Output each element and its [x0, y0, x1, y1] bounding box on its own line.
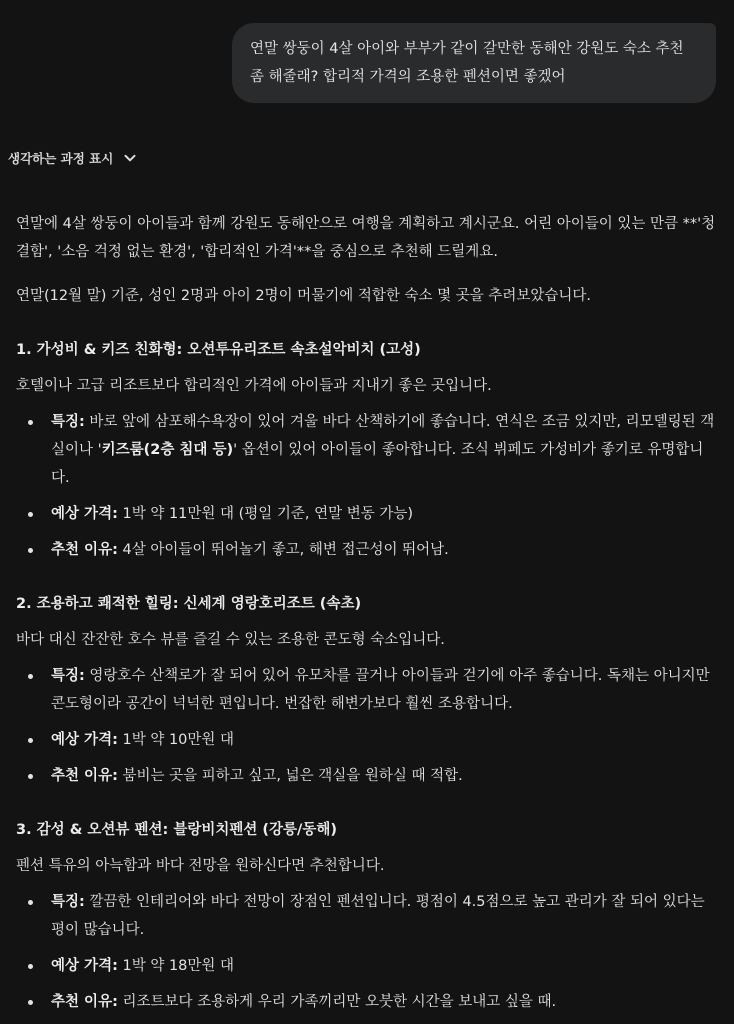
section-bullets — [16, 408, 716, 564]
price-text: 1박 약 10만원 대 — [117, 732, 235, 748]
section-heading: 1. 가성비 & 키즈 친화형: 오션투유리조트 속초설악비치 (고성) — [16, 342, 421, 358]
reason-bullet — [16, 762, 716, 790]
reason-bullet — [16, 988, 716, 1016]
section-heading: 2. 조용하고 쾌적한 힐링: 신세계 영랑호리조트 (속초) — [16, 596, 362, 612]
show-thinking-toggle[interactable] — [8, 146, 137, 170]
feature-text-bold: 키즈룸(2층 침대 등) — [101, 442, 234, 458]
feature-bullet — [16, 888, 716, 944]
reason-text: 4살 아이들이 뛰어놀기 좋고, 해변 접근성이 뛰어남. — [117, 542, 449, 558]
price-bullet — [16, 952, 716, 980]
reason-label: 추천 이유: — [51, 994, 118, 1010]
reason-label: 추천 이유: — [51, 542, 118, 558]
feature-label: 특징: — [51, 414, 85, 430]
price-label: 예상 가격: — [51, 506, 118, 522]
price-bullet — [16, 726, 716, 754]
section-heading: 3. 감성 & 오션뷰 펜션: 블랑비치펜션 (강릉/동해) — [16, 822, 337, 838]
section-bullets — [16, 662, 716, 790]
feature-label: 특징: — [51, 894, 85, 910]
show-thinking-label: 생각하는 과정 표시 — [8, 151, 114, 166]
feature-text: 영랑호수 산책로가 잘 되어 있어 유모차를 끌거나 아이들과 걷기에 아주 좋습니다. 독채는 아니지만 콘도형이라 공간이 넉넉한 편입니다. 번잡한 해변가보다 훨씬 조용합니다. — [51, 668, 710, 712]
response-intro: 연말에 4살 쌍둥이 아이들과 함께 강원도 동해안으로 여행을 계획하고 계시군요. 어린 아이들이 있는 만큼 **'청결함', '소음 걱정 없는 환경', '합리적인 가격'**을 중심으로 추천해 드릴게요. — [16, 216, 716, 260]
feature-bullet — [16, 408, 716, 492]
reason-text: 리조트보다 조용하게 우리 가족끼리만 오붓한 시간을 보내고 싶을 때. — [117, 994, 557, 1010]
user-message-bubble — [232, 23, 716, 103]
section-description: 펜션 특유의 아늑함과 바다 전망을 원하신다면 추천합니다. — [16, 858, 385, 874]
reason-text: 붐비는 곳을 피하고 싶고, 넓은 객실을 원하실 때 적합. — [117, 768, 463, 784]
response-intro-2: 연말(12월 말) 기준, 성인 2명과 아이 2명이 머물기에 적합한 숙소 몇 곳을 추려보았습니다. — [16, 288, 591, 304]
section-bullets — [16, 888, 716, 1016]
reason-label: 추천 이유: — [51, 768, 118, 784]
price-label: 예상 가격: — [51, 958, 118, 974]
price-text: 1박 약 18만원 대 — [117, 958, 235, 974]
section-description: 바다 대신 잔잔한 호수 뷰를 즐길 수 있는 조용한 콘도형 숙소입니다. — [16, 632, 445, 648]
feature-text-pre: 바로 앞에 삼포해수욕장이 있어 겨울 바다 산책하기에 좋습니다. 연식은 조금 있지만, 리모델링된 객실이나 ' — [51, 414, 715, 458]
section-description: 호텔이나 고급 리조트보다 합리적인 가격에 아이들과 지내기 좋은 곳입니다. — [16, 378, 492, 394]
assistant-response — [16, 210, 716, 1016]
feature-text: 깔끔한 인테리어와 바다 전망이 장점인 펜션입니다. 평점이 4.5점으로 높고 관리가 잘 되어 있다는 평이 많습니다. — [51, 894, 705, 938]
feature-text-post: ' 옵션이 있어 아이들이 좋아합니다. 조식 뷔페도 가성비가 좋기로 유명합니다. — [51, 442, 704, 486]
chevron-down-icon — [123, 151, 137, 165]
price-label: 예상 가격: — [51, 732, 118, 748]
feature-bullet — [16, 662, 716, 718]
reason-bullet — [16, 536, 716, 564]
user-message-text: 연말 쌍둥이 4살 아이와 부부가 같이 갈만한 동해안 강원도 숙소 추천 좀 해줄래? 합리적 가격의 조용한 펜션이면 좋겠어 — [250, 41, 684, 85]
price-text: 1박 약 11만원 대 (평일 기준, 연말 변동 가능) — [117, 506, 414, 522]
price-bullet — [16, 500, 716, 528]
feature-label: 특징: — [51, 668, 85, 684]
